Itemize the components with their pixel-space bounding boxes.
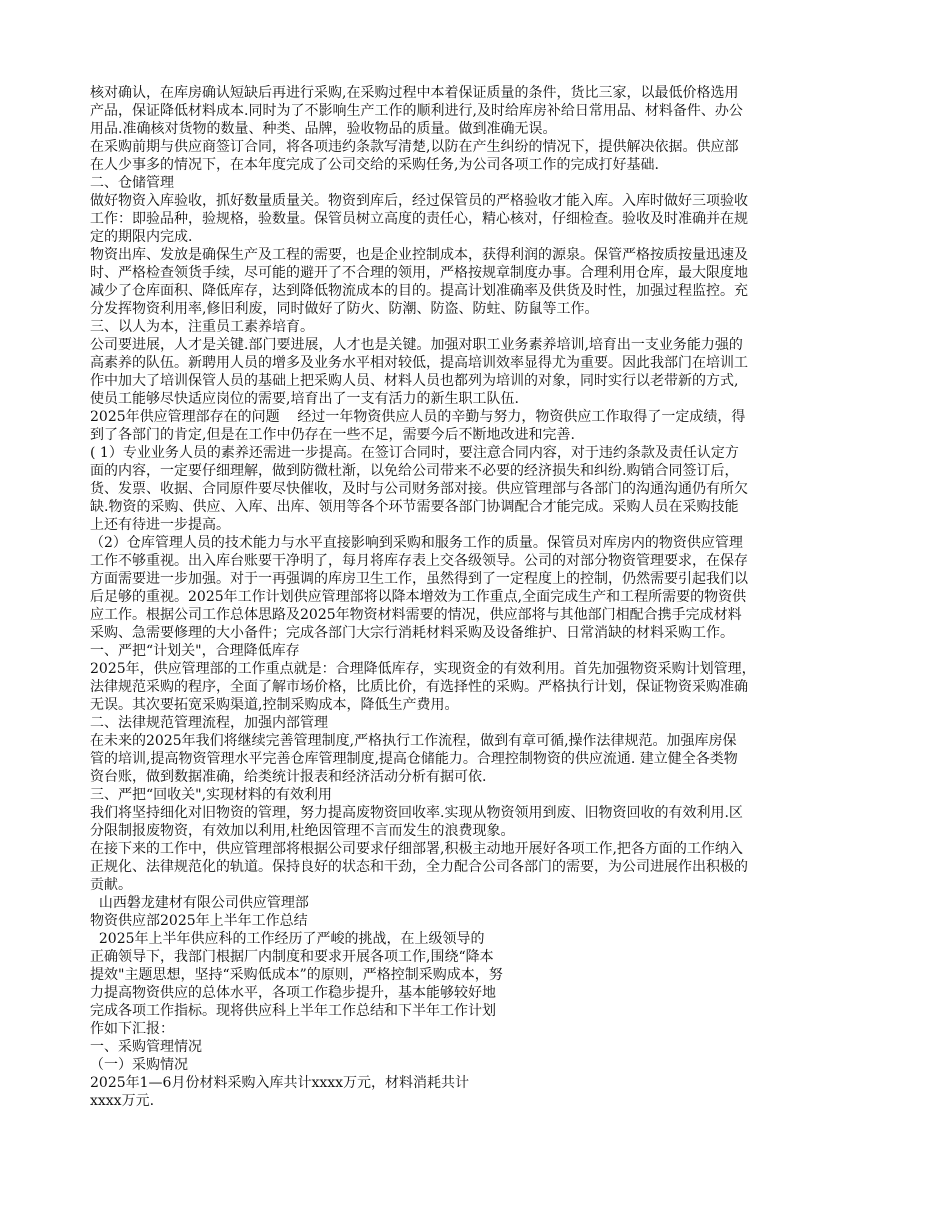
text-line: 采购、急需要修理的大小备件；完成各部门大宗行消耗材料采购及设备维护、日常消缺的材料采购工作。 [90, 625, 734, 641]
text-line: 在采购前期与供应商签订合同，将各项违约条款写清楚,以防在产生纠纷的情况下，提供解决依据。供应部 [90, 139, 739, 155]
text-line: 正确领导下，我部门根据厂内制度和要求开展各项工作,围绕“降本 [90, 949, 494, 965]
text-line: 用品.准确核对货物的数量、种类、品牌，验收物品的质量。做到准确无误。 [90, 121, 557, 137]
text-line: 资台账，做到数据准确，给类统计报表和经济活动分析有据可依. [90, 769, 487, 785]
text-line: 2025年供应管理部存在的问题 经过一年物资供应人员的辛勤与努力，物资供应工作取得了一定成绩，得 [90, 409, 746, 425]
text-line: 到了各部门的肯定,但是在工作中仍存在一些不足，需要今后不断地改进和完善. [90, 427, 575, 443]
text-line: 产品，保证降低材料成本.同时为了不影响生产工作的顺利进行,及时给库房补给日常用品、材料备件、办公 [90, 103, 743, 119]
text-line: 应工作。根据公司工作总体思路及2025年物资材料需要的情况，供应部将与其他部门相配合携手完成材料 [90, 607, 742, 623]
text-line: 三、以人为本，注重员工素养培育。 [90, 319, 314, 335]
text-line: ( 1）专业业务人员的素养还需进一步提高。在签订合同时，要注意合同内容，对于违约条款及责任认定方 [90, 445, 739, 461]
text-line: 正规化、法律规范化的轨道。保持良好的状态和干劲，全力配合公司各部门的需要，为公司进展作出积极的 [90, 859, 748, 875]
text-line: 作中加大了培训保管人员的基础上把采购人员、材料人员也都列为培训的对象，同时实行以老带新的方式, [90, 373, 739, 389]
text-line: 提效"主题思想，坚持“采购低成本”的原则，严格控制采购成本，努 [90, 967, 503, 983]
text-line: 管的培训,提高物资管理水平完善仓库管理制度,提高仓储能力。合理控制物资的供应流通. 建立健全各类物 [90, 751, 738, 767]
text-line: 在接下来的工作中，供应管理部将根据公司要求仔细部署,积极主动地开展好各项工作,把各方面的工作纳入 [90, 841, 743, 857]
text-line: 作如下汇报： [90, 1021, 174, 1037]
text-line: 方面需要进一步加强。对于一再强调的库房卫生工作，虽然得到了一定程度上的控制，仍然需要引起我们以 [90, 571, 748, 587]
text-line: 三、严把“回收关",实现材料的有效利用 [90, 787, 333, 803]
text-line: 做好物资入库验收，抓好数量质量关。物资到库后，经过保管员的严格验收才能入库。入库时做好三项验收 [90, 193, 748, 209]
text-line: 法律规范采购的程序，全面了解市场价格，比质比价，有选择性的采购。严格执行计划，保证物资采购准确 [90, 679, 748, 695]
text-line: 后足够的重视。2025年工作计划供应管理部将以降本增效为工作重点,全面完成生产和工程所需要的物资供 [90, 589, 747, 605]
text-line: 物资出库、发放是确保生产及工程的需要，也是企业控制成本，获得利润的源泉。保管严格按质按量迅速及 [90, 247, 748, 263]
text-line: （一）采购情况 [90, 1057, 188, 1073]
text-line: 二、法律规范管理流程，加强内部管理 [90, 715, 328, 731]
text-line: （2）仓库管理人员的技术能力与水平直接影响到采购和服务工作的质量。保管员对库房内的物资供应管理 [90, 535, 743, 551]
text-line: 完成各项工作指标。现将供应科上半年工作总结和下半年工作计划 [90, 1003, 496, 1019]
text-line: 减少了仓库面积、降低库存，达到降低物流成本的目的。提高计划准确率及供货及时性，加强过程监控。充 [90, 283, 748, 299]
text-line: xxxx万元. [90, 1093, 155, 1109]
text-line: 高素养的队伍。新聘用人员的增多及业务水平相对较低，提高培训效率显得尤为重要。因此我部门在培训工 [90, 355, 748, 371]
text-line: 时、严格检查领货手续，尽可能的避开了不合理的领用，严格按规章制度办事。合理利用仓库，最大限度地 [90, 265, 748, 281]
text-line: 核对确认，在库房确认短缺后再进行采购,在采购过程中本着保证质量的条件，货比三家，以最低价格选用 [90, 85, 739, 101]
text-line: 贡献。 [90, 877, 132, 893]
text-line: 上还有待进一步提高。 [90, 517, 230, 533]
text-line: 工作：即验品种，验规格，验数量。保管员树立高度的责任心，精心核对，仔细检查。验收及时准确并在规 [90, 211, 748, 227]
text-line: 使员工能够尽快适应岗位的需要,培育出了一支有活力的新生职工队伍. [90, 391, 519, 407]
text-line: 分发挥物资利用率,修旧利废，同时做好了防火、防潮、防盗、防蛀、防鼠等工作。 [90, 301, 599, 317]
text-line: 物资供应部2025年上半年工作总结 [90, 913, 308, 929]
text-line: 我们将坚持细化对旧物资的管理，努力提高废物资回收率.实现从物资领用到废、旧物资回收的有效利用.区 [90, 805, 743, 821]
text-line: 在人少事多的情况下，在本年度完成了公司交给的采购任务,为公司各项工作的完成打好基础. [90, 157, 659, 173]
text-line: 缺.物资的采购、供应、入库、出库、领用等各个环节需要各部门协调配合才能完成。采购人员在采购技能 [90, 499, 739, 515]
text-line: 工作不够重视。出入库台账要干净明了，每月将库存表上交各级领导。公司的对部分物资管理要求，在保存 [90, 553, 748, 569]
text-line: 2025年1—6月份材料采购入库共计xxxx万元，材料消耗共计 [90, 1075, 470, 1091]
text-line: 定的期限内完成. [90, 229, 193, 245]
text-line: 在未来的2025年我们将继续完善管理制度,严格执行工作流程，做到有章可循,操作法律规范。加强库房保 [90, 733, 737, 749]
text-line: 二、仓储管理 [90, 175, 174, 191]
text-line: 无误。其次要拓宽采购渠道,控制采购成本，降低生产费用。 [90, 697, 459, 713]
text-line: 一、严把“计划关"，合理降低库存 [90, 643, 300, 659]
text-line: 分限制报废物资，有效加以利用,杜绝因管理不言而发生的浪费现象。 [90, 823, 515, 839]
text-line: 2025年上半年供应科的工作经历了严峻的挑战，在上级领导的 [90, 931, 485, 947]
text-line: 货、发票、收据、合同原件要尽快催收，及时与公司财务部对接。供应管理部与各部门的沟通沟通仍有所欠 [90, 481, 748, 497]
text-line: 一、采购管理情况 [90, 1039, 202, 1055]
text-line: 面的内容，一定要仔细理解，做到防微杜渐，以免给公司带来不必要的经济损失和纠纷.购销合同签订后， [90, 463, 739, 479]
text-line: 公司要进展，人才是关键.部门要进展，人才也是关键。加强对职工业务素养培训,培育出一支业务能力强的 [90, 337, 743, 353]
text-line: 2025年，供应管理部的工作重点就是：合理降低库存，实现资金的有效利用。首先加强物资采购计划管理， [90, 661, 756, 677]
text-line: 力提高物资供应的总体水平，各项工作稳步提升，基本能够较好地 [90, 985, 496, 1001]
text-line: 山西磐龙建材有限公司供应管理部 [90, 895, 309, 911]
